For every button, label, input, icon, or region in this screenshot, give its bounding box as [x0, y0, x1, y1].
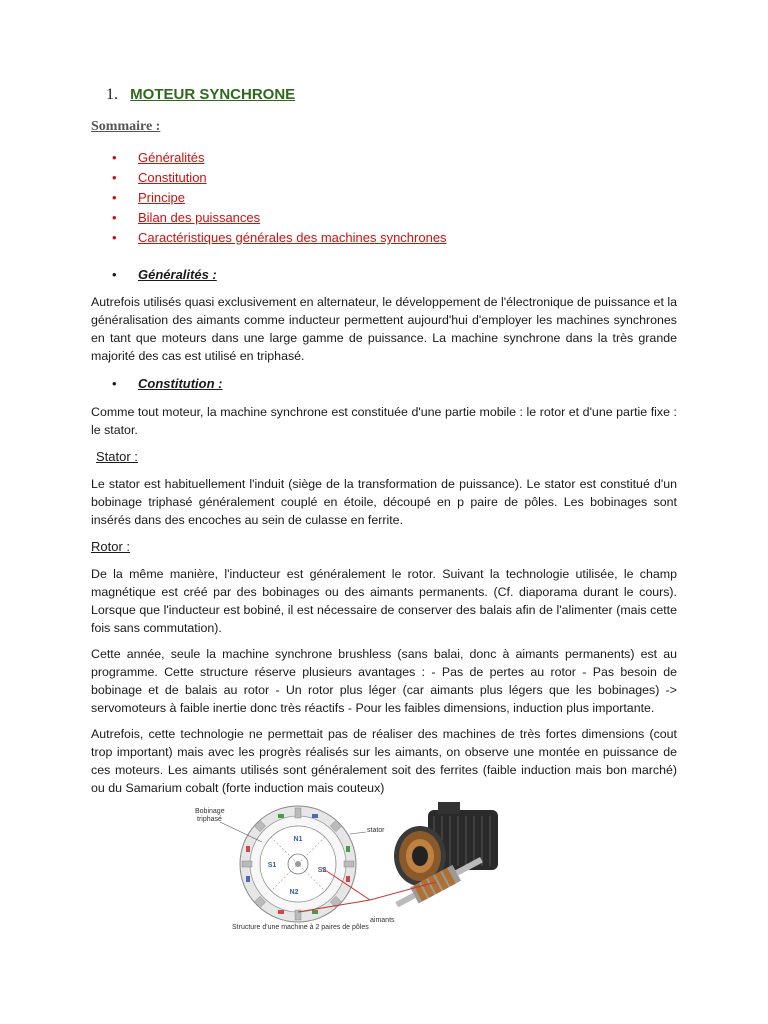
stator-leader [350, 832, 366, 834]
motor-photo [392, 802, 498, 913]
heading-number: 1. [106, 86, 118, 103]
toc-link-bilan[interactable]: Bilan des puissances [138, 210, 261, 225]
bobinage-label-2: triphasé [197, 816, 222, 823]
rotor-text-3: Autrefois, cette technologie ne permettait pas de réaliser des machines de très fortes dimensions (cout trop important) mais avec les progrès réalisés sur les aimants, on observe une montée en puissance de ces moteurs. Les aimants utilisés sont généralement soit des ferrites (faible induction mais bon marché) ou du Samarium cobalt (forte induction mais couteux) [91, 727, 677, 795]
rotor-heading: Rotor : [91, 539, 131, 554]
section-heading [106, 86, 295, 104]
stator-text: Le stator est habituellement l'induit (siège de la transformation de puissance). Le stator est constitué d'un bobinage triphasé généralement couplé en étoile, découpé en p paire de pôles. Les bobinages sont insérés dans des encoches au sein de culasse en ferrite. [91, 477, 677, 527]
pole-n2-label: N2 [289, 889, 299, 896]
pole-n1-label: N1 [293, 836, 303, 843]
toc-link-caracteristiques[interactable]: Caractéristiques générales des machines synchrones [138, 230, 447, 245]
motor-figure [180, 800, 540, 940]
bullet-icon: • [112, 267, 117, 282]
stator-label: stator [367, 827, 385, 834]
toc-link-principe[interactable]: Principe [138, 190, 185, 205]
toc-link-constitution[interactable]: Constitution [138, 170, 207, 185]
bullet-icon: • [112, 190, 117, 205]
figure-caption: Structure d'une machine à 2 paires de pôles [232, 924, 369, 931]
bullet-icon: • [112, 170, 117, 185]
rotor-text-2: Cette année, seule la machine synchrone brushless (sans balai, donc à aimants permanents) est au programme. Cette structure réserve plusieurs avantages : - Pas de pertes au rotor - Pas besoin de bobinage et de balais au rotor - Un rotor plus léger (car aimants plus légers que les bobinages) -> servomoteurs à faible inertie donc très réactifs - Pour les faibles dimensions, induction plus importante. [91, 647, 677, 715]
bullet-icon: • [112, 230, 117, 245]
pole-s2-label: S2 [317, 867, 327, 874]
bobinage-label-1: Bobinage [195, 808, 225, 815]
aimants-label: aimants [370, 917, 395, 924]
heading-title: MOTEUR SYNCHRONE [130, 86, 296, 103]
bullet-icon: • [112, 376, 117, 391]
sommaire-label: Sommaire : [91, 119, 161, 134]
generalites-title: Généralités : [138, 267, 217, 282]
stator-heading: Stator : [96, 449, 138, 464]
pole-s1-label: S1 [267, 862, 277, 869]
constitution-text: Comme tout moteur, la machine synchrone est constituée d'une partie mobile : le rotor et d'une partie fixe : le stator. [91, 405, 677, 437]
toc-link-generalites[interactable]: Généralités [138, 150, 205, 165]
stator-cross-section [240, 806, 356, 922]
bullet-icon: • [112, 150, 117, 165]
motor-diagram [180, 800, 540, 940]
generalites-text: Autrefois utilisés quasi exclusivement en alternateur, le développement de l'électronique de puissance et la généralisation des aimants comme inducteur permettent aujourd'hui d'employer les machines synchrones en tant que moteurs dans une large gamme de puissance. La machine synchrone dans la très grande majorité des cas est utilisé en triphasé. [91, 295, 677, 363]
rotor-text-1: De la même manière, l'inducteur est généralement le rotor. Suivant la technologie utilisée, le champ magnétique est créé par des bobinages ou des aimants permanents. (Cf. diaporama durant le cours). Lorsque que l'inducteur est bobiné, il est nécessaire de conserver des balais afin de l'alimenter (mais cette fois sans commutation). [91, 567, 677, 635]
bullet-icon: • [112, 210, 117, 225]
constitution-title: Constitution : [138, 376, 223, 391]
